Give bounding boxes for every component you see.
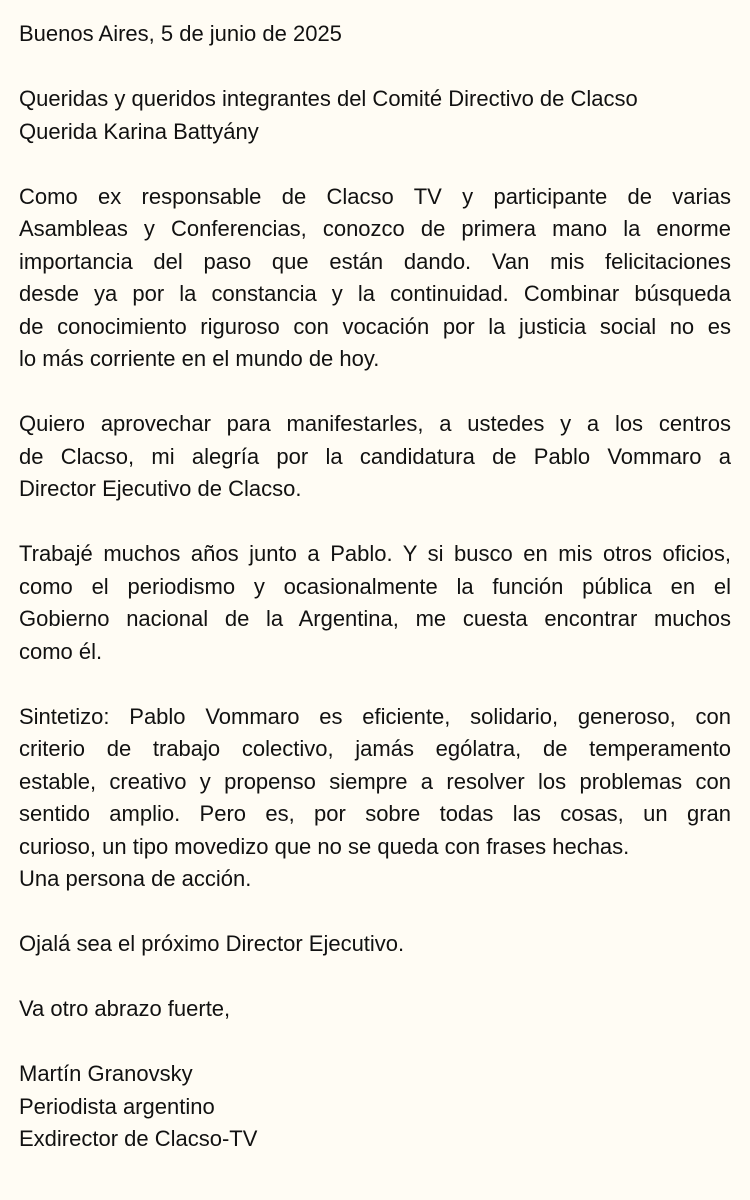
paragraph-3 <box>19 538 731 668</box>
salutation-line-1: Queridas y queridos integrantes del Comité Directivo de Clacso <box>19 86 638 111</box>
paragraph-line: Gobierno nacional de la Argentina, me cuesta encontrar muchos <box>19 606 731 631</box>
paragraph-line: Una persona de acción. <box>19 866 252 891</box>
paragraph-2 <box>19 408 731 506</box>
spacer <box>19 506 731 539</box>
paragraph-line: Quiero aprovechar para manifestarles, a ustedes y a los centros <box>19 411 731 436</box>
salutation-line-2: Querida Karina Battyány <box>19 118 259 144</box>
paragraph-line: Trabajé muchos años junto a Pablo. Y si busco en mis otros oficios, <box>19 541 731 566</box>
paragraph-line: Sintetizo: Pablo Vommaro es eficiente, solidario, generoso, con <box>19 703 731 729</box>
spacer <box>19 51 731 84</box>
spacer <box>19 1026 731 1059</box>
signature-title-1: Periodista argentino <box>19 1093 215 1119</box>
paragraph-line: estable, creativo y propenso siempre a resolver los problemas con <box>19 768 731 794</box>
closing-line: Va otro abrazo fuerte, <box>19 996 231 1021</box>
paragraph-line: como él. <box>19 638 103 664</box>
signature-title-2: Exdirector de Clacso-TV <box>19 1126 258 1151</box>
letter-date: Buenos Aires, 5 de junio de 2025 <box>19 21 342 46</box>
paragraph-line: sentido amplio. Pero es, por sobre todas las cosas, un gran <box>19 801 731 826</box>
paragraph-line: como el periodismo y ocasionalmente la función pública en el <box>19 573 731 599</box>
paragraph-4 <box>19 701 731 896</box>
paragraph-line: Asambleas y Conferencias, conozco de primera mano la enorme <box>19 216 731 241</box>
paragraph-line: de conocimiento riguroso con vocación por la justicia social no es <box>19 313 731 339</box>
spacer <box>19 376 731 409</box>
spacer <box>19 148 731 181</box>
paragraph-line: Director Ejecutivo de Clacso. <box>19 476 302 501</box>
paragraph-line: desde ya por la constancia y la continuidad. Combinar búsqueda <box>19 281 731 306</box>
paragraph-line: importancia del paso que están dando. Van mis felicitaciones <box>19 248 731 274</box>
paragraph-line: curioso, un tipo movedizo que no se queda con frases hechas. <box>19 833 630 859</box>
closing-wish: Ojalá sea el próximo Director Ejecutivo. <box>19 931 405 956</box>
paragraph-line: lo más corriente en el mundo de hoy. <box>19 346 380 371</box>
paragraph-line: de Clacso, mi alegría por la candidatura de Pablo Vommaro a <box>19 443 731 469</box>
spacer <box>19 896 731 929</box>
paragraph-1 <box>19 181 731 376</box>
paragraph-line: Como ex responsable de Clacso TV y participante de varias <box>19 183 731 209</box>
spacer <box>19 961 731 994</box>
paragraph-line: criterio de trabajo colectivo, jamás ególatra, de temperamento <box>19 736 731 761</box>
signature-name: Martín Granovsky <box>19 1061 193 1086</box>
spacer <box>19 668 731 701</box>
